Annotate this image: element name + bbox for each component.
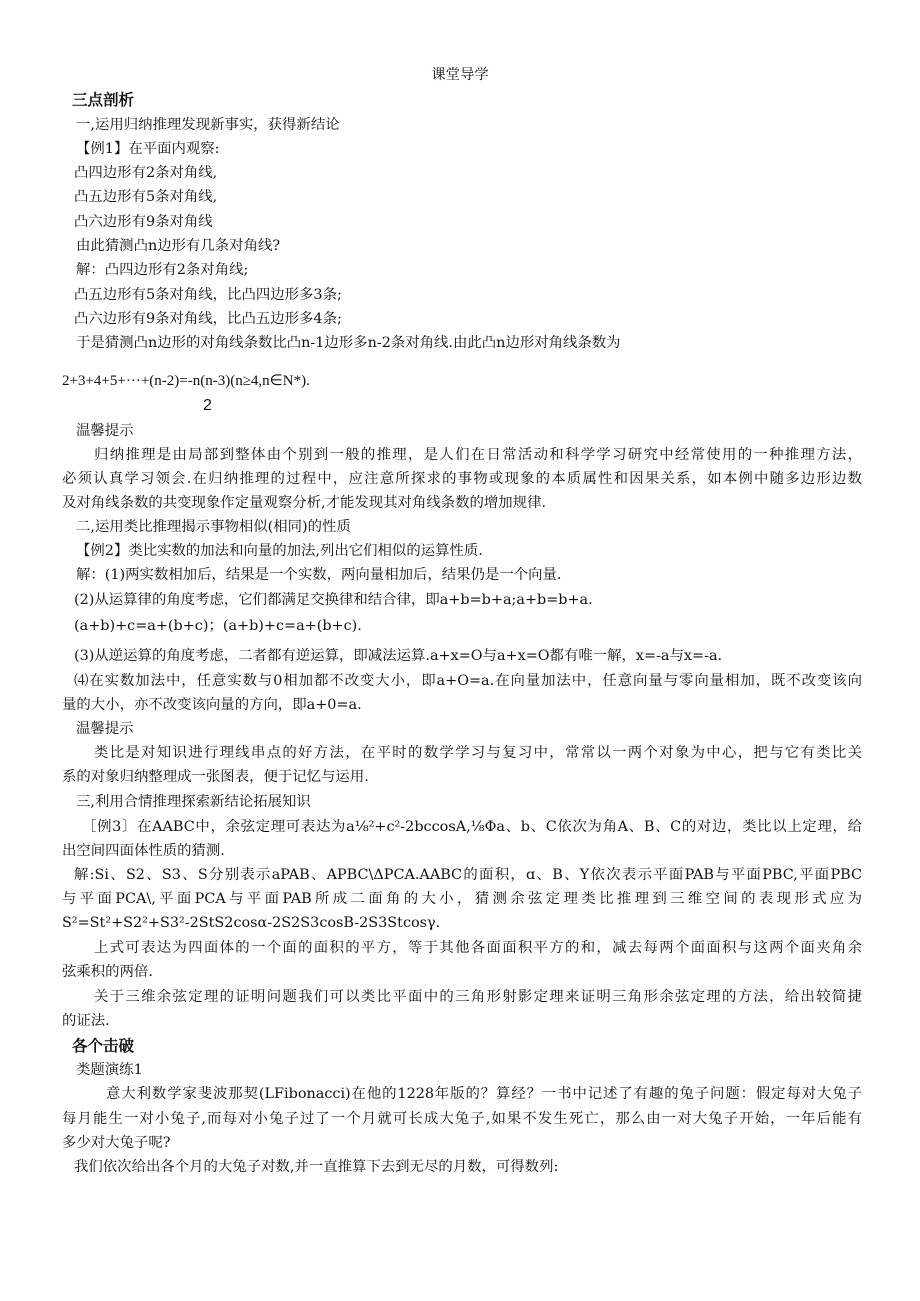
example1-line: 凸四边形有2条对角线,: [74, 165, 218, 181]
example1-line: 由此猜测凸n边形有几条对角线?: [76, 238, 281, 254]
exercise-problem-line: 每月能生一对小兔子,而每对小兔子过了一个月就可长成大兔子,如果不发生死亡，那么由一对大兔子开始，一年后能有: [62, 1111, 862, 1127]
formula-denominator: 2: [203, 397, 212, 414]
example3-line: ［例3〕在AABC中，余弦定理可表达为a⅛²+c²-2bccosA,⅛Φa、b、C依次为角A、B、C的对边，类比以上定理，给: [82, 819, 862, 835]
example2-line: ⑷在实数加法中，任意实数与0相加都不改变大小，即a+O=a.在向量加法中，任意向量与零向量相加，既不改变该向: [74, 673, 862, 689]
tip-paragraph-line: 系的对象归纳整理成一张图表，便于记忆与运用.: [62, 769, 369, 785]
example1-line: 于是猜测凸n边形的对角线条数比凸n-1边形多n-2条对角线.由此凸n边形对角线条数为: [76, 335, 621, 351]
example3-line: 出空间四面体性质的猜测.: [62, 843, 225, 859]
section-heading-analysis: 三点剖析: [72, 91, 135, 109]
example3-solution-line: 与平面PCA\,平面PCA与平面PAB所成二面角的大小，猜测余弦定理类比推理到三维空间的表现形式应为: [62, 891, 862, 907]
part1-title: 一,运用归纳推理发现新事实，获得新结论: [76, 117, 340, 133]
explanation-line: 上式可表达为四面体的一个面的面积的平方，等于其他各面面积平方的和，减去每两个面面积与这两个面夹角余: [94, 940, 862, 956]
example1-line: 解：凸四边形有2条对角线;: [76, 262, 249, 278]
tip-paragraph-line: 及对角线条数的共变现象作定量观察分析,才能发现其对角线条数的增加规律.: [62, 495, 547, 511]
example1-line: 凸五边形有5条对角线,: [74, 189, 218, 205]
example3-solution-line: S²=St²+S2²+S3²-2StS2cosα-2S2S3cosB-2S3Stcosγ.: [62, 915, 441, 931]
closing-line: 我们依次给出各个月的大兔子对数,并一直推算下去到无尽的月数，可得数列:: [74, 1159, 559, 1175]
explanation-line: 弦乘积的两倍.: [62, 964, 153, 980]
example1-line: 凸五边形有5条对角线，比凸四边形多3条;: [74, 287, 342, 303]
example2-line: (2)从运算律的角度考虑，它们都满足交换律和结合律，即a+b=b+a;a+b=b+a.: [74, 592, 593, 608]
proof-note-line: 关于三维余弦定理的证明问题我们可以类比平面中的三角形射影定理来证明三角形余弦定理的方法，给出较简捷: [94, 989, 862, 1005]
example1-label: 【例1】在平面内观察:: [76, 141, 220, 157]
example1-line: 凸六边形有9条对角线: [74, 214, 213, 230]
tip-title: 温馨提示: [76, 423, 134, 439]
example1-line: 凸六边形有9条对角线，比凸五边形多4条;: [74, 311, 342, 327]
example2-line: (a+b)+c=a+(b+c)；(a+b)+c=a+(b+c).: [74, 618, 362, 634]
exercise-problem-line: 意大利数学家斐波那契(LFibonacci)在他的1228年版的？算经？一书中记述了有趣的兔子问题：假定每对大兔子: [106, 1086, 862, 1102]
diagonal-formula: 2+3+4+5+···+(n-2)=-n(n-3)(n≥4,n∈N*).: [62, 373, 310, 389]
example3-solution-line: 解:Si、S2、S3、S分别表示aPAB、APBC\ΔPCA.AABC的面积，ɑ、B、Y依次表示平面PAB与平面PBC,平面PBC: [74, 867, 862, 883]
exercise-label: 类题演练1: [76, 1062, 143, 1078]
example2-label: 【例2】类比实数的加法和向量的加法,列出它们相似的运算性质.: [76, 543, 483, 559]
exercise-problem-line: 多少对大兔子呢?: [62, 1135, 171, 1151]
part3-title: 三,利用合情推理探索新结论拓展知识: [76, 794, 311, 810]
tip-paragraph-line: 必须认真学习领会.在归纳推理的过程中，应注意所探求的事物或现象的本质属性和因果关系，如本例中随多边形边数: [62, 471, 862, 487]
tip-paragraph-line: 归纳推理是由局部到整体由个别到一般的推理，是人们在日常活动和科学学习研究中经常使用的一种推理方法，: [94, 447, 862, 463]
section-heading-practice: 各个击破: [72, 1037, 135, 1055]
proof-note-line: 的证法.: [62, 1013, 110, 1029]
page-title: 课堂导学: [431, 67, 489, 83]
tip-paragraph-line: 类比是对知识进行理线串点的好方法，在平时的数学学习与复习中，常常以一两个对象为中心，把与它有类比关: [94, 745, 862, 761]
example2-line: 量的大小，亦不改变该向量的方向，即a+0=a.: [62, 697, 362, 713]
example2-line: (3)从逆运算的角度考虑，二者都有逆运算，即减法运算.a+x=O与a+x=O都有唯一解，x=-a与x=-a.: [74, 648, 723, 664]
example2-line: 解：(1)两实数相加后，结果是一个实数，两向量相加后，结果仍是一个向量.: [76, 567, 562, 583]
tip-title: 温馨提示: [76, 721, 134, 737]
part2-title: 二,运用类比推理揭示事物相似(相同)的性质: [76, 519, 351, 535]
